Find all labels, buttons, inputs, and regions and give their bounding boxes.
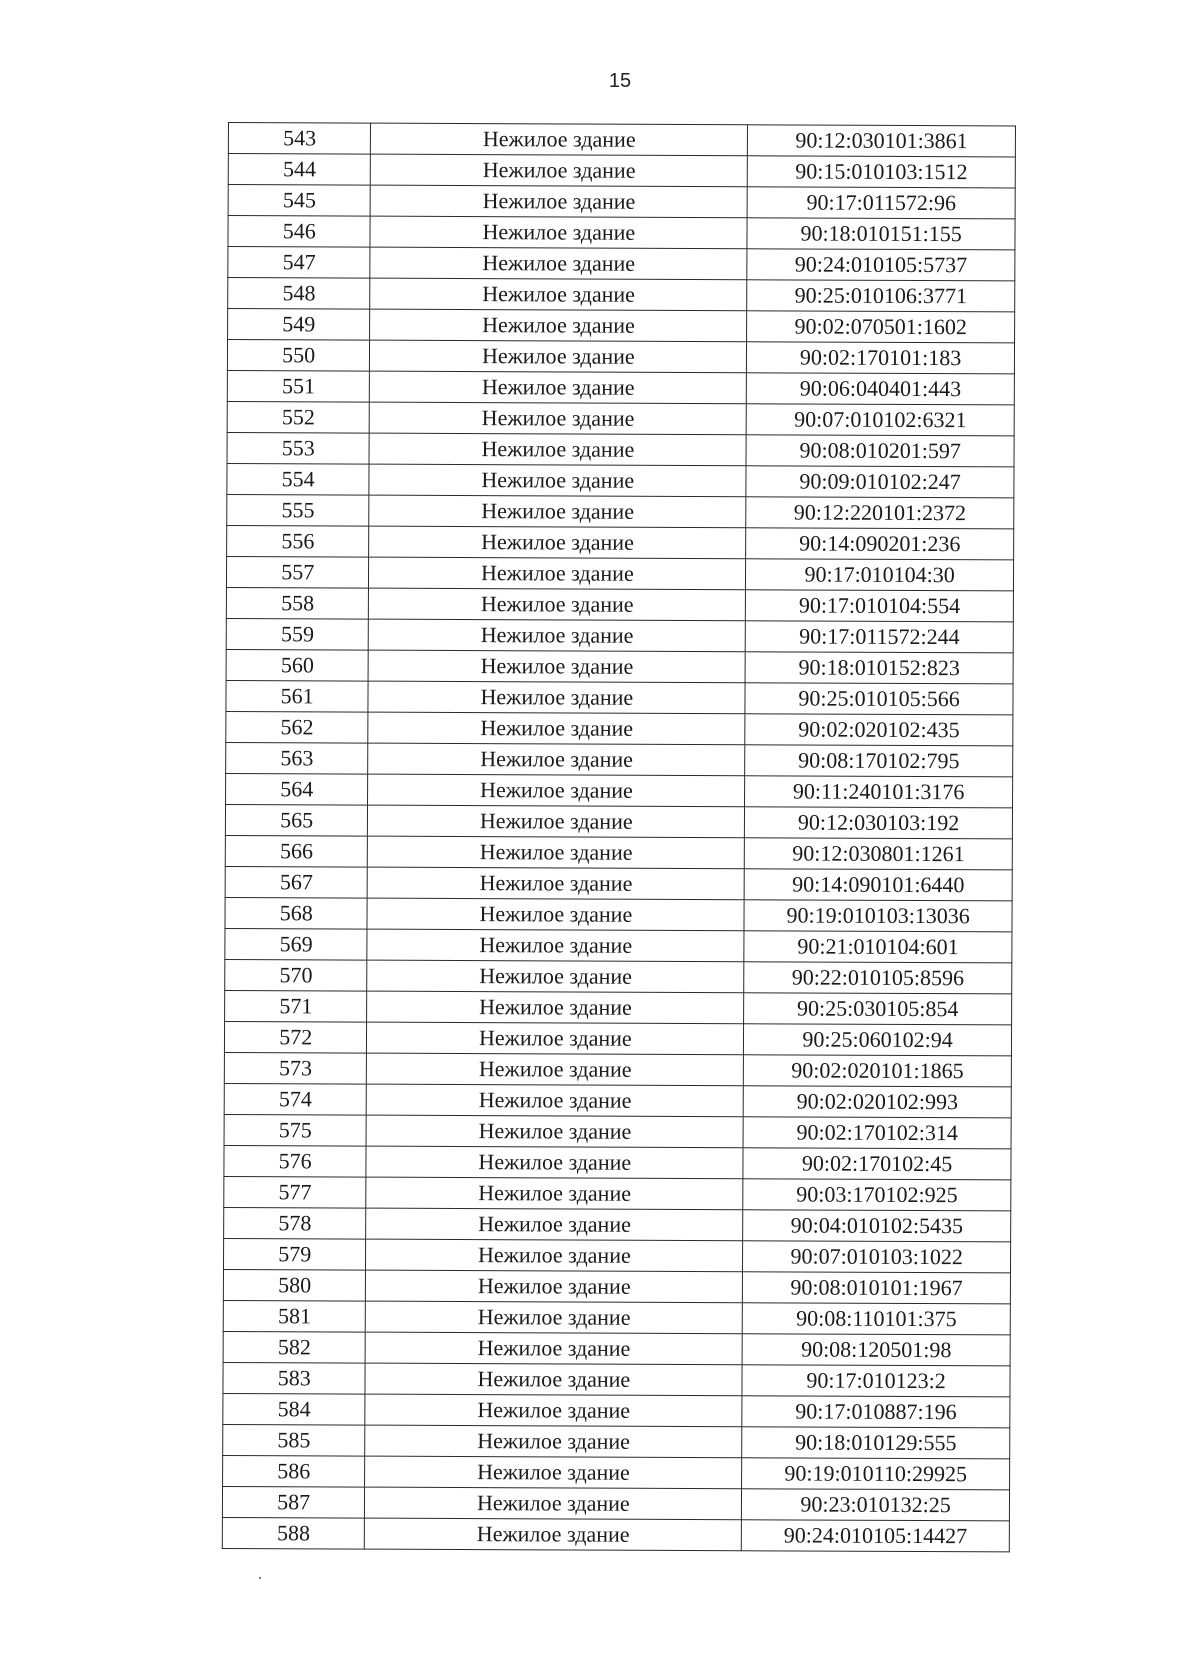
cadastral-number-cell: 90:25:010106:3771	[747, 280, 1015, 312]
table-row	[222, 1486, 1009, 1520]
cadastral-number-cell: 90:14:090101:6440	[744, 869, 1012, 901]
table-row	[226, 618, 1013, 652]
cadastral-number-cell: 90:09:010102:247	[746, 466, 1014, 498]
table-row	[224, 1176, 1011, 1210]
table-row	[224, 1114, 1011, 1148]
cadastral-number-cell: 90:08:010101:1967	[743, 1272, 1011, 1304]
row-number-cell: 559	[226, 618, 369, 650]
cadastral-number-cell: 90:24:010105:14427	[742, 1520, 1010, 1552]
object-name-cell: Нежилое здание	[369, 619, 746, 652]
table-row	[224, 1021, 1011, 1055]
table-row	[223, 1393, 1010, 1427]
row-number-cell: 586	[223, 1455, 366, 1487]
table-row	[225, 804, 1012, 838]
table-row	[226, 680, 1013, 714]
object-name-cell: Нежилое здание	[367, 1084, 744, 1117]
object-name-cell: Нежилое здание	[371, 154, 748, 187]
table-row	[225, 897, 1012, 931]
row-number-cell: 566	[225, 835, 368, 867]
cadastral-number-cell: 90:25:010105:566	[745, 683, 1013, 715]
cadastral-number-cell: 90:23:010132:25	[742, 1489, 1010, 1521]
table-row	[228, 247, 1015, 281]
row-number-cell: 573	[224, 1052, 367, 1084]
object-name-cell: Нежилое здание	[370, 216, 747, 249]
object-name-cell: Нежилое здание	[370, 402, 747, 435]
object-name-cell: Нежилое здание	[366, 1270, 743, 1303]
cadastral-number-cell: 90:02:020101:1865	[744, 1055, 1012, 1087]
table-row	[223, 1269, 1010, 1303]
table-row	[227, 463, 1014, 497]
cadastral-number-cell: 90:12:030101:3861	[748, 125, 1016, 157]
object-name-cell: Нежилое здание	[369, 464, 746, 497]
object-name-cell: Нежилое здание	[370, 278, 747, 311]
row-number-cell: 549	[228, 309, 371, 341]
table-row	[224, 1052, 1011, 1086]
row-number-cell: 563	[226, 742, 369, 774]
object-name-cell: Нежилое здание	[370, 340, 747, 373]
object-name-cell: Нежилое здание	[366, 1115, 743, 1148]
object-name-cell: Нежилое здание	[369, 495, 746, 528]
cadastral-number-cell: 90:02:070501:1602	[747, 311, 1015, 343]
object-name-cell: Нежилое здание	[371, 123, 748, 156]
scan-speck	[259, 1577, 261, 1579]
row-number-cell: 545	[228, 185, 371, 217]
table-row	[227, 525, 1014, 559]
object-name-cell: Нежилое здание	[365, 1456, 742, 1489]
cadastral-number-cell: 90:11:240101:3176	[745, 776, 1013, 808]
object-name-cell: Нежилое здание	[368, 743, 745, 776]
object-name-cell: Нежилое здание	[366, 1301, 743, 1334]
object-name-cell: Нежилое здание	[367, 929, 744, 962]
object-name-cell: Нежилое здание	[365, 1363, 742, 1396]
table-row	[226, 742, 1013, 776]
table-row	[228, 278, 1015, 312]
table-row	[227, 340, 1014, 374]
table-row	[227, 370, 1014, 404]
cadastral-number-cell: 90:07:010103:1022	[743, 1241, 1011, 1273]
table-row	[223, 1362, 1010, 1396]
cadastral-number-cell: 90:25:060102:94	[744, 1024, 1012, 1056]
cadastral-number-cell: 90:18:010152:823	[745, 652, 1013, 684]
object-name-cell: Нежилое здание	[367, 1022, 744, 1055]
cadastral-number-cell: 90:02:170102:45	[743, 1148, 1011, 1180]
row-number-cell: 584	[223, 1393, 366, 1425]
object-name-cell: Нежилое здание	[365, 1394, 742, 1427]
cadastral-number-cell: 90:06:040401:443	[747, 373, 1015, 405]
table-row	[224, 1145, 1011, 1179]
table-row	[225, 990, 1012, 1024]
row-number-cell: 569	[225, 928, 368, 960]
row-number-cell: 554	[227, 463, 370, 495]
row-number-cell: 576	[224, 1145, 367, 1177]
row-number-cell: 543	[228, 123, 371, 155]
cadastral-number-cell: 90:04:010102:5435	[743, 1210, 1011, 1242]
row-number-cell: 546	[228, 216, 371, 248]
table-row	[228, 309, 1015, 343]
table-row	[227, 401, 1014, 435]
table-row	[223, 1238, 1010, 1272]
object-name-cell: Нежилое здание	[369, 588, 746, 621]
table-row	[224, 1207, 1011, 1241]
table-row	[222, 1517, 1009, 1551]
row-number-cell: 579	[223, 1238, 366, 1270]
cadastral-number-cell: 90:02:020102:435	[745, 714, 1013, 746]
row-number-cell: 587	[222, 1486, 365, 1518]
cadastral-number-cell: 90:19:010103:13036	[744, 900, 1012, 932]
table-row	[226, 587, 1013, 621]
table-row	[225, 835, 1012, 869]
cadastral-number-cell: 90:08:110101:375	[742, 1303, 1010, 1335]
cadastral-number-cell: 90:08:120501:98	[742, 1334, 1010, 1366]
row-number-cell: 553	[227, 432, 370, 464]
cadastral-number-cell: 90:18:010129:555	[742, 1427, 1010, 1459]
cadastral-number-cell: 90:19:010110:29925	[742, 1458, 1010, 1490]
page-number: 15	[608, 70, 632, 92]
cadastral-number-cell: 90:22:010105:8596	[744, 962, 1012, 994]
object-name-cell: Нежилое здание	[369, 526, 746, 559]
cadastral-number-cell: 90:02:170101:183	[747, 342, 1015, 374]
object-name-cell: Нежилое здание	[367, 960, 744, 993]
object-name-cell: Нежилое здание	[368, 650, 745, 683]
object-name-cell: Нежилое здание	[370, 371, 747, 404]
cadastral-number-cell: 90:08:010201:597	[746, 435, 1014, 467]
cadastral-number-cell: 90:17:010104:554	[746, 590, 1014, 622]
table-body	[222, 123, 1015, 1552]
object-name-cell: Нежилое здание	[368, 836, 745, 869]
object-name-cell: Нежилое здание	[367, 898, 744, 931]
row-number-cell: 564	[226, 773, 369, 805]
row-number-cell: 572	[224, 1021, 367, 1053]
cadastral-number-cell: 90:21:010104:601	[744, 931, 1012, 963]
object-name-cell: Нежилое здание	[369, 433, 746, 466]
row-number-cell: 571	[225, 990, 368, 1022]
row-number-cell: 568	[225, 897, 368, 929]
cadastral-number-cell: 90:12:030801:1261	[745, 838, 1013, 870]
object-name-cell: Нежилое здание	[371, 185, 748, 218]
cadastral-number-cell: 90:02:170102:314	[743, 1117, 1011, 1149]
table-row	[228, 216, 1015, 250]
object-name-cell: Нежилое здание	[366, 1208, 743, 1241]
table-row	[226, 773, 1013, 807]
row-number-cell: 548	[228, 278, 371, 310]
object-name-cell: Нежилое здание	[368, 805, 745, 838]
row-number-cell: 583	[223, 1362, 366, 1394]
cadastral-number-cell: 90:17:010123:2	[742, 1365, 1010, 1397]
row-number-cell: 575	[224, 1114, 367, 1146]
object-name-cell: Нежилое здание	[365, 1425, 742, 1458]
table-row	[227, 494, 1014, 528]
row-number-cell: 557	[226, 556, 369, 588]
cadastral-number-cell: 90:25:030105:854	[744, 993, 1012, 1025]
object-name-cell: Нежилое здание	[370, 309, 747, 342]
row-number-cell: 570	[225, 959, 368, 991]
object-name-cell: Нежилое здание	[369, 557, 746, 590]
object-name-cell: Нежилое здание	[367, 1053, 744, 1086]
object-name-cell: Нежилое здание	[368, 774, 745, 807]
row-number-cell: 588	[222, 1517, 365, 1549]
row-number-cell: 582	[223, 1331, 366, 1363]
row-number-cell: 562	[226, 711, 369, 743]
object-name-cell: Нежилое здание	[368, 867, 745, 900]
object-name-cell: Нежилое здание	[365, 1487, 742, 1520]
object-name-cell: Нежилое здание	[365, 1518, 742, 1551]
row-number-cell: 577	[224, 1176, 367, 1208]
object-name-cell: Нежилое здание	[370, 247, 747, 280]
cadastral-number-cell: 90:14:090201:236	[746, 528, 1014, 560]
table-row	[223, 1331, 1010, 1365]
row-number-cell: 550	[227, 340, 370, 372]
table-row	[225, 959, 1012, 993]
object-name-cell: Нежилое здание	[366, 1332, 743, 1365]
cadastral-number-cell: 90:03:170102:925	[743, 1179, 1011, 1211]
cadastral-number-cell: 90:15:010103:1512	[747, 156, 1015, 188]
table-row	[225, 866, 1012, 900]
row-number-cell: 574	[224, 1083, 367, 1115]
row-number-cell: 555	[227, 494, 370, 526]
row-number-cell: 561	[226, 680, 369, 712]
row-number-cell: 551	[227, 370, 370, 402]
object-name-cell: Нежилое здание	[368, 681, 745, 714]
row-number-cell: 544	[228, 154, 371, 186]
row-number-cell: 581	[223, 1300, 366, 1332]
cadastral-number-cell: 90:07:010102:6321	[746, 404, 1014, 436]
row-number-cell: 556	[227, 525, 370, 557]
cadastral-number-cell: 90:17:011572:96	[747, 187, 1015, 219]
row-number-cell: 565	[225, 804, 368, 836]
row-number-cell: 560	[226, 649, 369, 681]
table-row	[228, 154, 1015, 188]
cadastral-number-cell: 90:24:010105:5737	[747, 249, 1015, 281]
cadastral-number-cell: 90:17:010887:196	[742, 1396, 1010, 1428]
row-number-cell: 580	[223, 1269, 366, 1301]
cadastral-number-cell: 90:17:011572:244	[745, 621, 1013, 653]
table-row	[224, 1083, 1011, 1117]
cadastral-number-cell: 90:08:170102:795	[745, 745, 1013, 777]
property-table	[222, 122, 1016, 1552]
table-row	[227, 432, 1014, 466]
row-number-cell: 558	[226, 587, 369, 619]
object-name-cell: Нежилое здание	[366, 1239, 743, 1272]
row-number-cell: 547	[228, 247, 371, 279]
cadastral-number-cell: 90:17:010104:30	[746, 559, 1014, 591]
cadastral-number-cell: 90:18:010151:155	[747, 218, 1015, 250]
table-row	[226, 649, 1013, 683]
table-row	[226, 556, 1013, 590]
table-row	[225, 928, 1012, 962]
object-name-cell: Нежилое здание	[368, 712, 745, 745]
row-number-cell: 578	[224, 1207, 367, 1239]
table-row	[228, 185, 1015, 219]
table-row	[228, 123, 1015, 157]
row-number-cell: 552	[227, 401, 370, 433]
row-number-cell: 567	[225, 866, 368, 898]
cadastral-number-cell: 90:12:220101:2372	[746, 497, 1014, 529]
cadastral-number-cell: 90:12:030103:192	[745, 807, 1013, 839]
table-row	[223, 1424, 1010, 1458]
row-number-cell: 585	[223, 1424, 366, 1456]
object-name-cell: Нежилое здание	[366, 1177, 743, 1210]
object-name-cell: Нежилое здание	[367, 991, 744, 1024]
table-row	[223, 1455, 1010, 1489]
table-row	[223, 1300, 1010, 1334]
table-row	[226, 711, 1013, 745]
object-name-cell: Нежилое здание	[366, 1146, 743, 1179]
cadastral-number-cell: 90:02:020102:993	[743, 1086, 1011, 1118]
